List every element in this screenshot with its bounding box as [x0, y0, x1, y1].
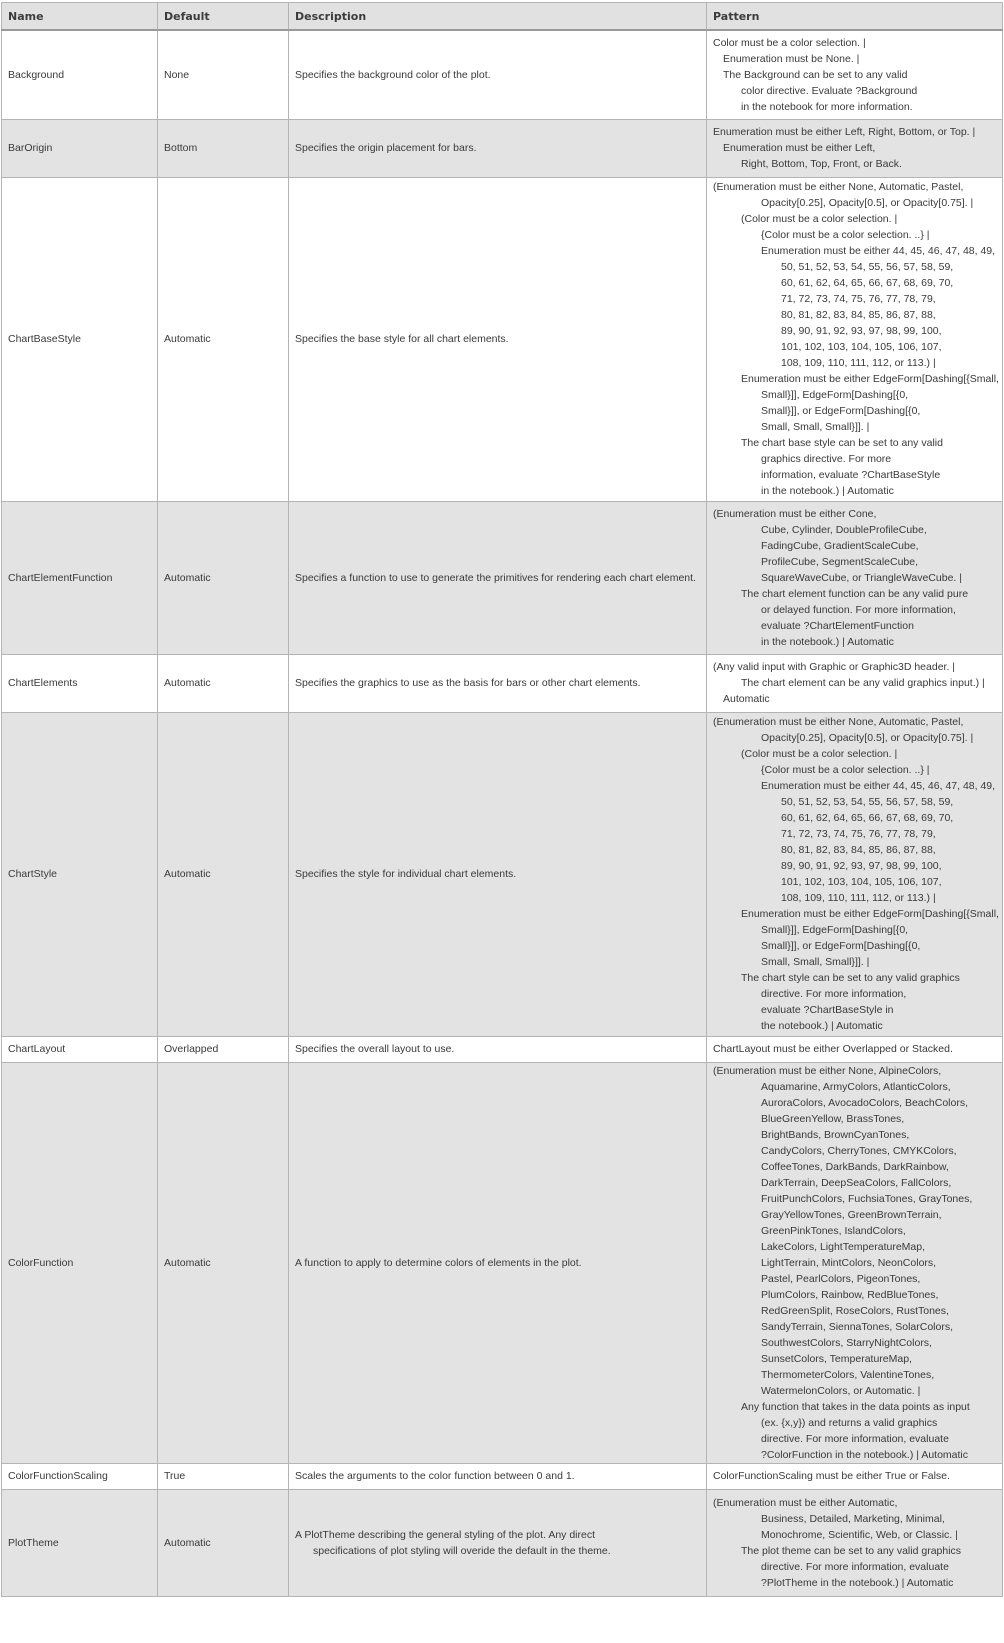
pattern-line: Aquamarine, ArmyColors, AtlanticColors, — [761, 1080, 951, 1093]
pattern-line: Any function that takes in the data points as input — [741, 1400, 970, 1413]
pattern-line: The chart element can be any valid graphics input.) | — [741, 677, 985, 689]
pattern-line: SouthwestColors, StarryNightColors, — [761, 1336, 932, 1349]
pattern-line: Automatic — [723, 693, 770, 705]
table-row — [2, 1062, 1003, 1463]
pattern-line: 60, 61, 62, 64, 65, 66, 67, 68, 69, 70, — [781, 277, 954, 289]
cell-description — [289, 177, 707, 501]
pattern-line: Monochrome, Scientific, Web, or Classic. | — [761, 1528, 958, 1541]
pattern-line: (Enumeration must be either Cone, — [713, 507, 877, 520]
pattern-line: 71, 72, 73, 74, 75, 76, 77, 78, 79, — [781, 293, 936, 305]
cell-description — [289, 119, 707, 177]
header-row — [2, 3, 1003, 31]
pattern-line: FadingCube, GradientScaleCube, — [761, 539, 919, 552]
pattern-line: WatermelonColors, or Automatic. | — [761, 1384, 921, 1397]
pattern-line: color directive. Evaluate ?Background — [741, 84, 918, 97]
pattern-line: 89, 90, 91, 92, 93, 97, 98, 99, 100, — [781, 325, 942, 337]
cell-name: ColorFunction — [2, 1062, 158, 1463]
pattern-line: Opacity[0.25], Opacity[0.5], or Opacity[0.75]. | — [761, 197, 974, 209]
cell-description — [289, 1036, 707, 1062]
description-line: Specifies the style for individual chart elements. — [295, 868, 517, 880]
pattern-line: LakeColors, LightTemperatureMap, — [761, 1240, 926, 1253]
pattern-line: evaluate ?ChartElementFunction — [761, 619, 914, 632]
cell-description — [289, 30, 707, 119]
pattern-line: Small}]], or EdgeForm[Dashing[{0, — [761, 405, 921, 417]
pattern-line: DarkTerrain, DeepSeaColors, FallColors, — [761, 1176, 952, 1189]
pattern-line: The chart base style can be set to any valid — [741, 437, 943, 449]
table-row — [2, 119, 1003, 177]
description-line: Scales the arguments to the color function between 0 and 1. — [295, 1470, 575, 1482]
column-header-name: Name — [2, 3, 158, 31]
pattern-line: ProfileCube, SegmentScaleCube, — [761, 555, 919, 568]
pattern-line: AuroraColors, AvocadoColors, BeachColors, — [761, 1096, 968, 1109]
description-line: A function to apply to determine colors of elements in the plot. — [295, 1256, 582, 1269]
pattern-line: (Enumeration must be either None, Automatic, Pastel, — [713, 716, 964, 728]
pattern-line: CoffeeTones, DarkBands, DarkRainbow, — [761, 1160, 949, 1173]
pattern-line: (ex. {x,y}) and returns a valid graphics — [761, 1416, 938, 1429]
pattern-line: BlueGreenYellow, BrassTones, — [761, 1112, 905, 1125]
cell-description — [289, 712, 707, 1036]
pattern-line: The plot theme can be set to any valid graphics — [741, 1544, 962, 1557]
table-row — [2, 177, 1003, 501]
pattern-line: CandyColors, CherryTones, CMYKColors, — [761, 1144, 957, 1157]
pattern-line: directive. For more information, evaluate — [761, 1432, 949, 1445]
cell-pattern — [707, 177, 1003, 501]
cell-description — [289, 1463, 707, 1489]
pattern-line: (Any valid input with Graphic or Graphic3D header. | — [713, 661, 956, 673]
cell-default: Bottom — [158, 119, 289, 177]
pattern-line: SunsetColors, TemperatureMap, — [761, 1352, 912, 1365]
cell-default: Overlapped — [158, 1036, 289, 1062]
pattern-line: ColorFunctionScaling must be either True or False. — [713, 1470, 950, 1482]
pattern-line: 80, 81, 82, 83, 84, 85, 86, 87, 88, — [781, 309, 936, 321]
pattern-line: Opacity[0.25], Opacity[0.5], or Opacity[0.75]. | — [761, 732, 974, 744]
cell-default: Automatic — [158, 1489, 289, 1596]
cell-name: PlotTheme — [2, 1489, 158, 1596]
table-row — [2, 30, 1003, 119]
cell-description — [289, 501, 707, 654]
pattern-line: FruitPunchColors, FuchsiaTones, GrayTones, — [761, 1192, 973, 1205]
pattern-line: 50, 51, 52, 53, 54, 55, 56, 57, 58, 59, — [781, 261, 954, 273]
description-line: specifications of plot styling will overide the default in the theme. — [313, 1544, 611, 1557]
pattern-line: (Enumeration must be either None, AlpineColors, — [713, 1064, 942, 1077]
pattern-line: Small}]], EdgeForm[Dashing[{0, — [761, 389, 909, 401]
pattern-line: evaluate ?ChartBaseStyle in — [761, 1004, 894, 1016]
pattern-line: or delayed function. For more information, — [761, 603, 956, 616]
cell-description — [289, 654, 707, 712]
pattern-line: in the notebook.) | Automatic — [761, 635, 894, 648]
pattern-line: Enumeration must be either 44, 45, 46, 47, 48, 49, — [761, 245, 996, 257]
column-header-pattern: Pattern — [707, 3, 1003, 31]
pattern-line: in the notebook.) | Automatic — [761, 485, 894, 497]
options-table — [1, 2, 1003, 1597]
cell-default: None — [158, 30, 289, 119]
pattern-line: (Enumeration must be either Automatic, — [713, 1496, 898, 1509]
pattern-line: SandyTerrain, SiennaTones, SolarColors, — [761, 1320, 954, 1333]
pattern-line: Right, Bottom, Top, Front, or Back. — [741, 158, 902, 170]
pattern-line: GreenPinkTones, IslandColors, — [761, 1224, 906, 1237]
pattern-line: 101, 102, 103, 104, 105, 106, 107, — [781, 876, 942, 888]
pattern-line: information, evaluate ?ChartBaseStyle — [761, 469, 941, 481]
pattern-line: PlumColors, Rainbow, RedBlueTones, — [761, 1288, 939, 1301]
pattern-line: The chart style can be set to any valid graphics — [741, 972, 960, 984]
cell-pattern — [707, 119, 1003, 177]
pattern-line: SquareWaveCube, or TriangleWaveCube. | — [761, 571, 962, 584]
table-row — [2, 501, 1003, 654]
pattern-line: ThermometerColors, ValentineTones, — [761, 1368, 935, 1381]
pattern-line: BrightBands, BrownCyanTones, — [761, 1128, 910, 1141]
table-row — [2, 712, 1003, 1036]
cell-default: Automatic — [158, 1062, 289, 1463]
pattern-line: Small, Small, Small}]]. | — [761, 421, 870, 433]
cell-pattern — [707, 1062, 1003, 1463]
description-line: Specifies the overall layout to use. — [295, 1043, 455, 1055]
pattern-line: 89, 90, 91, 92, 93, 97, 98, 99, 100, — [781, 860, 942, 872]
pattern-line: 108, 109, 110, 111, 112, or 113.) | — [781, 892, 936, 904]
cell-name: BarOrigin — [2, 119, 158, 177]
pattern-line: 50, 51, 52, 53, 54, 55, 56, 57, 58, 59, — [781, 796, 954, 808]
column-header-default: Default — [158, 3, 289, 31]
pattern-line: Enumeration must be either EdgeForm[Dashing[{Small, — [741, 908, 999, 920]
pattern-line: the notebook.) | Automatic — [761, 1020, 883, 1032]
cell-default: Automatic — [158, 501, 289, 654]
cell-pattern — [707, 30, 1003, 119]
pattern-line: RedGreenSplit, RoseColors, RustTones, — [761, 1304, 949, 1317]
description-line: Specifies the origin placement for bars. — [295, 142, 477, 154]
pattern-line: Small}]], EdgeForm[Dashing[{0, — [761, 924, 909, 936]
table-body — [2, 30, 1003, 1596]
cell-name: ChartElements — [2, 654, 158, 712]
pattern-line: Enumeration must be either 44, 45, 46, 47, 48, 49, — [761, 780, 996, 792]
pattern-line: Enumeration must be either EdgeForm[Dashing[{Small, — [741, 373, 999, 385]
cell-pattern — [707, 501, 1003, 654]
pattern-line: Color must be a color selection. | — [713, 36, 866, 49]
pattern-line: (Enumeration must be either None, Automatic, Pastel, — [713, 181, 964, 193]
pattern-line: Enumeration must be either Left, Right, Bottom, or Top. | — [713, 126, 976, 138]
cell-pattern — [707, 712, 1003, 1036]
cell-name: ChartLayout — [2, 1036, 158, 1062]
description-line: A PlotTheme describing the general styling of the plot. Any direct — [295, 1528, 596, 1541]
pattern-line: {Color must be a color selection. ..} | — [761, 229, 930, 241]
pattern-line: 101, 102, 103, 104, 105, 106, 107, — [781, 341, 942, 353]
pattern-line: 80, 81, 82, 83, 84, 85, 86, 87, 88, — [781, 844, 936, 856]
pattern-line: The chart element function can be any valid pure — [741, 587, 969, 600]
pattern-line: Cube, Cylinder, DoubleProfileCube, — [761, 523, 927, 536]
cell-name: ChartBaseStyle — [2, 177, 158, 501]
pattern-line: LightTerrain, MintColors, NeonColors, — [761, 1256, 937, 1269]
table-row — [2, 1463, 1003, 1489]
pattern-line: Business, Detailed, Marketing, Minimal, — [761, 1512, 945, 1525]
pattern-line: in the notebook for more information. — [741, 100, 913, 113]
cell-description — [289, 1489, 707, 1596]
cell-description — [289, 1062, 707, 1463]
cell-name: ColorFunctionScaling — [2, 1463, 158, 1489]
table-row — [2, 654, 1003, 712]
cell-pattern — [707, 654, 1003, 712]
pattern-line: Small, Small, Small}]]. | — [761, 956, 870, 968]
pattern-line: directive. For more information, evaluate — [761, 1560, 949, 1573]
table-row — [2, 1036, 1003, 1062]
pattern-line: (Color must be a color selection. | — [741, 213, 898, 225]
cell-name: ChartStyle — [2, 712, 158, 1036]
cell-name: ChartElementFunction — [2, 501, 158, 654]
pattern-line: GrayYellowTones, GreenBrownTerrain, — [761, 1208, 942, 1221]
cell-default: Automatic — [158, 654, 289, 712]
pattern-line: ChartLayout must be either Overlapped or Stacked. — [713, 1043, 953, 1055]
cell-pattern — [707, 1036, 1003, 1062]
pattern-line: (Color must be a color selection. | — [741, 748, 898, 760]
cell-pattern — [707, 1489, 1003, 1596]
cell-pattern — [707, 1463, 1003, 1489]
pattern-line: 71, 72, 73, 74, 75, 76, 77, 78, 79, — [781, 828, 936, 840]
pattern-line: Enumeration must be either Left, — [723, 142, 876, 154]
table-header — [2, 3, 1003, 31]
cell-default: Automatic — [158, 712, 289, 1036]
pattern-line: Pastel, PearlColors, PigeonTones, — [761, 1272, 921, 1285]
pattern-line: Small}]], or EdgeForm[Dashing[{0, — [761, 940, 921, 952]
cell-default: True — [158, 1463, 289, 1489]
cell-default: Automatic — [158, 177, 289, 501]
pattern-line: ?ColorFunction in the notebook.) | Automatic — [761, 1448, 969, 1461]
pattern-line: The Background can be set to any valid — [723, 68, 908, 81]
description-line: Specifies the base style for all chart elements. — [295, 333, 509, 345]
description-line: Specifies the graphics to use as the basis for bars or other chart elements. — [295, 677, 641, 689]
pattern-line: {Color must be a color selection. ..} | — [761, 764, 930, 776]
pattern-line: ?PlotTheme in the notebook.) | Automatic — [761, 1576, 954, 1589]
description-line: Specifies a function to use to generate the primitives for rendering each chart element. — [295, 571, 696, 584]
cell-name: Background — [2, 30, 158, 119]
pattern-line: 60, 61, 62, 64, 65, 66, 67, 68, 69, 70, — [781, 812, 954, 824]
pattern-line: directive. For more information, — [761, 988, 907, 1000]
pattern-line: Enumeration must be None. | — [723, 52, 860, 65]
table-row — [2, 1489, 1003, 1596]
pattern-line: graphics directive. For more — [761, 453, 892, 465]
column-header-description: Description — [289, 3, 707, 31]
description-line: Specifies the background color of the plot. — [295, 68, 491, 81]
pattern-line: 108, 109, 110, 111, 112, or 113.) | — [781, 357, 936, 369]
